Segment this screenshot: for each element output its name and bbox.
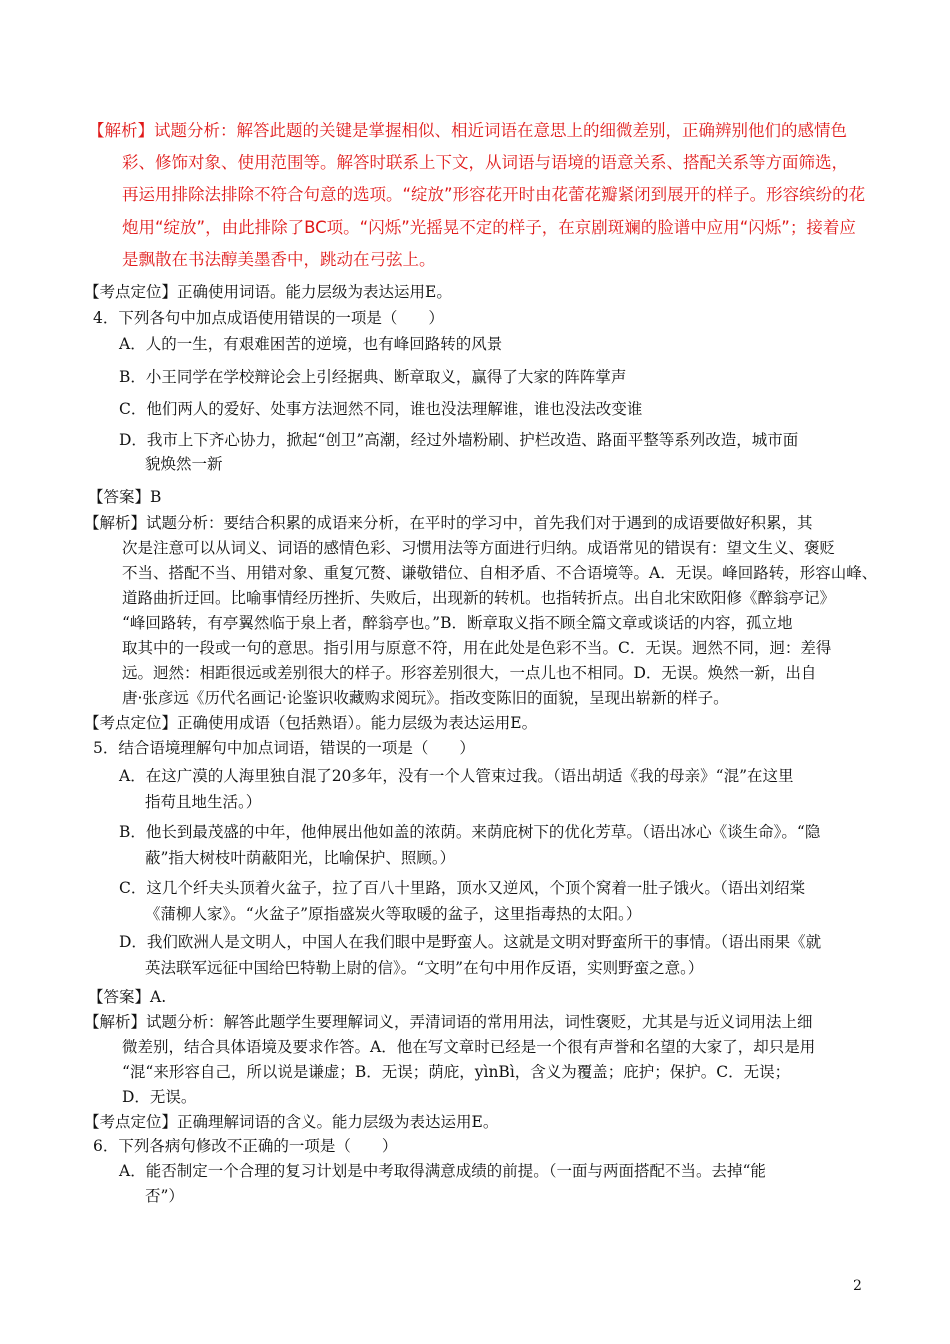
- q4-analysis-line-1: 【解析】试题分析：要结合积累的成语来分析，在平时的学习中，首先我们对于遇到的成语要做好积累，其: [84, 514, 813, 532]
- q6-question: 6．下列各病句修改不正确的一项是（ ）: [93, 1137, 398, 1155]
- q5-answer: 【答案】A.: [88, 988, 167, 1006]
- q5-analysis-line-3: “混“来形容自己，所以说是谦虚；B．无误；荫庇，yìnBì，含义为覆盖；庇护；保护。C．无误；: [122, 1063, 791, 1081]
- q5-analysis-line-4: D．无误。: [122, 1088, 197, 1106]
- q5-option-a-line1: A．在这广漠的人海里独自混了20多年，没有一个人管束过我。（语出胡适《我的母亲》“混”在这里: [119, 767, 794, 785]
- q5-option-a-line2: 指苟且地生活。）: [145, 793, 262, 811]
- q4-option-b: B．小王同学在学校辩论会上引经据典、断章取义，赢得了大家的阵阵掌声: [119, 368, 627, 386]
- q4-option-c: C．他们两人的爱好、处事方法迥然不同，谁也没法理解谁，谁也没法改变谁: [119, 400, 643, 418]
- red-analysis-line-5: 是飘散在书法醇美墨香中，跳动在弓弦上。: [122, 250, 436, 269]
- q4-analysis-line-8: 唐·张彦远《历代名画记·论鉴识收藏购求阅玩》。指改变陈旧的面貌，呈现出崭新的样子。: [122, 689, 729, 707]
- q4-option-d-line1: D．我市上下齐心协力，掀起“创卫”高潮，经过外墙粉刷、护栏改造、路面平整等系列改造，城市面: [119, 431, 799, 449]
- q4-analysis-line-2: 次是注意可以从词义、词语的感情色彩、习惯用法等方面进行归纳。成语常见的错误有：望文生义、褒贬: [122, 539, 836, 557]
- red-analysis-line-4: 炮用“绽放”，由此排除了BC项。“闪烁”光摇晃不定的样子，在京剧斑斓的脸谱中应用“闪烁”；接着应: [122, 218, 856, 237]
- red-analysis-line-3: 再运用排除法排除不符合句意的选项。“绽放”形容花开时由花蕾花瓣紧闭到展开的样子。形容缤纷的花: [122, 185, 866, 204]
- q5-question: 5．结合语境理解句中加点词语，错误的一项是（ ）: [93, 739, 475, 757]
- q5-analysis-line-2: 微差别，结合具体语境及要求作答。A．他在写文章时已经是一个很有声誉和名望的大家了，却只是用: [122, 1038, 816, 1056]
- page-number: 2: [853, 1278, 862, 1294]
- q5-option-c-line1: C．这几个纤夫头顶着火盆子，拉了百八十里路，顶水又逆风，个顶个窝着一肚子饿火。（语出刘绍棠: [119, 879, 806, 897]
- q3-kaodian: 【考点定位】正确使用词语。能力层级为表达运用E。: [84, 283, 452, 301]
- q6-option-a-line2: 否”）: [145, 1187, 184, 1205]
- q5-option-b-line2: 蔽”指大树枝叶荫蔽阳光，比喻保护、照顾。）: [145, 849, 456, 867]
- q4-analysis-line-6: 取其中的一段或一句的意思。指引用与原意不符，用在此处是色彩不当。C．无误。迥然不同，迥：差得: [122, 639, 832, 657]
- red-analysis-line-1: 【解析】试题分析：解答此题的关键是掌握相似、相近词语在意思上的细微差别，正确辨别他们的感情色: [88, 121, 847, 140]
- q4-question: 4．下列各句中加点成语使用错误的一项是（ ）: [93, 309, 444, 327]
- q4-option-d-line2: 貌焕然一新: [145, 455, 223, 473]
- q4-analysis-line-5: “峰回路转，有亭翼然临于泉上者，醉翁亭也。”B．断章取义指不顾全篇文章或谈话的内容，孤立地: [122, 614, 793, 632]
- q4-kaodian: 【考点定位】正确使用成语（包括熟语）。能力层级为表达运用E。: [84, 714, 538, 732]
- q4-option-a: A．人的一生，有艰难困苦的逆境，也有峰回路转的风景: [119, 335, 503, 353]
- q5-analysis-line-1: 【解析】试题分析：解答此题学生要理解词义，弄清词语的常用用法，词性褒贬，尤其是与近义词用法上细: [84, 1013, 813, 1031]
- q5-kaodian: 【考点定位】正确理解词语的含义。能力层级为表达运用E。: [84, 1113, 499, 1131]
- q6-option-a-line1: A．能否制定一个合理的复习计划是中考取得满意成绩的前提。（一面与两面搭配不当。去掉“能: [119, 1162, 766, 1180]
- q4-answer: 【答案】B: [88, 488, 162, 506]
- q5-option-c-line2: 《蒲柳人家》。“火盆子”原指盛炭火等取暖的盆子，这里指毒热的太阳。）: [145, 905, 642, 923]
- red-analysis-line-2: 彩、修饰对象、使用范围等。解答时联系上下文，从词语与语境的语意关系、搭配关系等方面筛选，: [122, 153, 848, 172]
- q5-option-b-line1: B．他长到最茂盛的中年，他伸展出他如盖的浓荫。来荫庇树下的优化芳草。（语出冰心《谈生命》。“隐: [119, 823, 821, 841]
- q4-analysis-line-7: 远。迥然：相距很远或差别很大的样子。形容差别很大，一点儿也不相同。D．无误。焕然一新，出自: [122, 664, 817, 682]
- q4-analysis-line-3: 不当、搭配不当、用错对象、重复冗赘、谦敬错位、自相矛盾、不合语境等。A．无误。峰回路转，形容山峰、: [122, 564, 878, 582]
- q4-analysis-line-4: 道路曲折迂回。比喻事情经历挫折、失败后，出现新的转机。也指转折点。出自北宋欧阳修《醉翁亭记》: [122, 589, 836, 607]
- q5-option-d-line1: D．我们欧洲人是文明人，中国人在我们眼中是野蛮人。这就是文明对野蛮所干的事情。（语出雨果《就: [119, 933, 822, 951]
- q5-option-d-line2: 英法联军远征中国给巴特勒上尉的信》。“文明”在句中用作反语，实则野蛮之意。）: [145, 959, 704, 977]
